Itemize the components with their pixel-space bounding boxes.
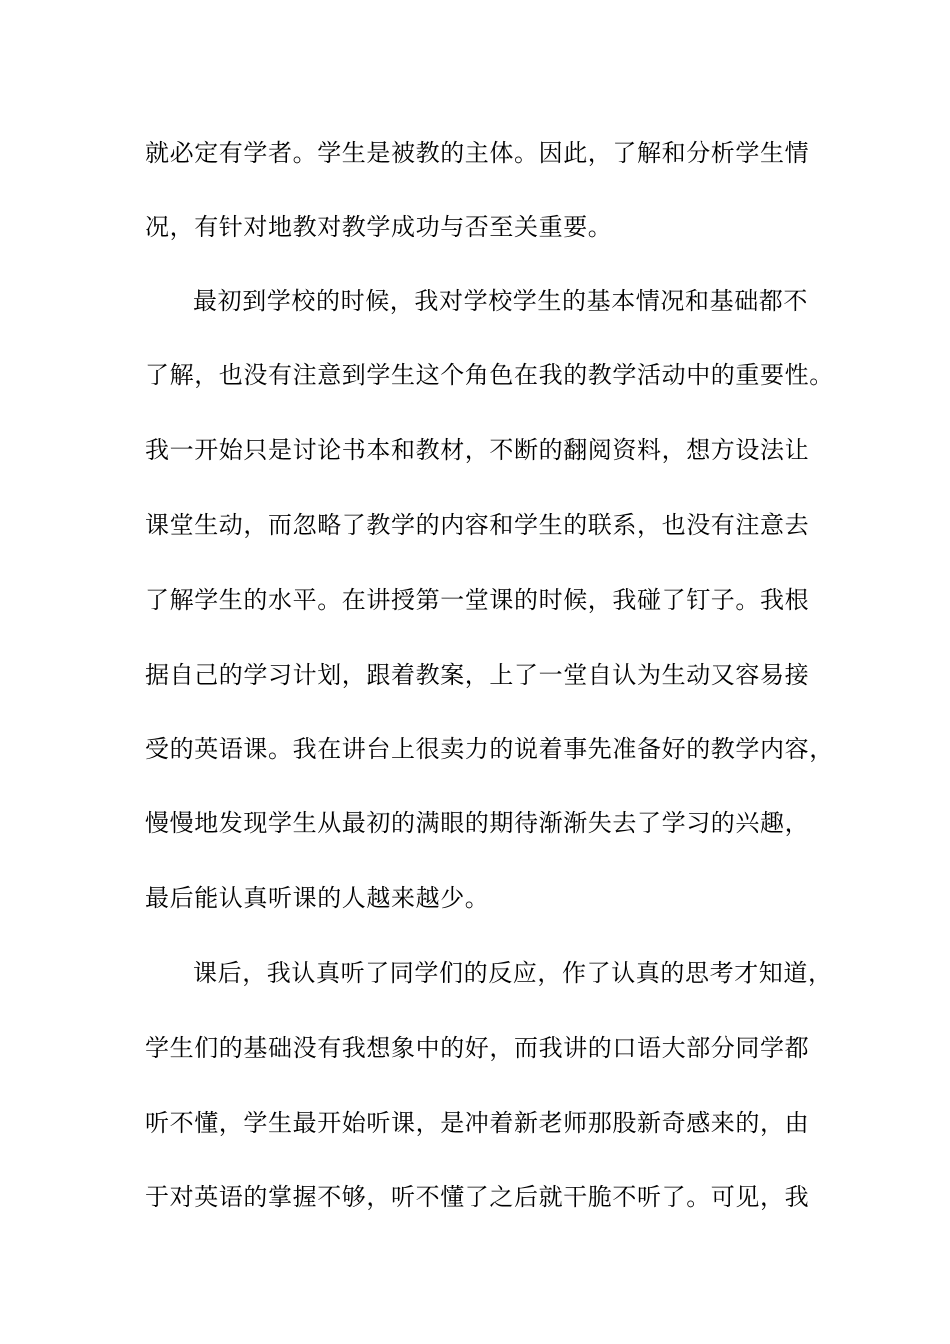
text-line: 于对英语的掌握不够，听不懂了之后就干脆不听了。可见，我 (145, 1183, 810, 1211)
text-line: 课堂生动，而忽略了教学的内容和学生的联系，也没有注意去 (145, 511, 810, 539)
paragraph-first-line: 课后，我认真听了同学们的反应，作了认真的思考才知道， (193, 959, 833, 987)
text-line: 了解学生的水平。在讲授第一堂课的时候，我碰了钉子。我根 (145, 586, 810, 614)
text-line: 就必定有学者。学生是被教的主体。因此，了解和分析学生情 (145, 139, 810, 167)
text-line: 慢慢地发现学生从最初的满眼的期待渐渐失去了学习的兴趣， (145, 809, 810, 837)
text-line: 学生们的基础没有我想象中的好，而我讲的口语大部分同学都 (145, 1034, 810, 1062)
text-line: 我一开始只是讨论书本和教材，不断的翻阅资料，想方设法让 (145, 436, 810, 464)
text-line: 了解，也没有注意到学生这个角色在我的教学活动中的重要性。 (145, 361, 834, 389)
text-line: 受的英语课。我在讲台上很卖力的说着事先准备好的教学内容， (145, 735, 834, 763)
text-line: 况，有针对地教对教学成功与否至关重要。 (145, 213, 613, 241)
text-line: 最后能认真听课的人越来越少。 (145, 884, 490, 912)
paragraph-first-line: 最初到学校的时候，我对学校学生的基本情况和基础都不 (193, 287, 808, 315)
text-line: 据自己的学习计划，跟着教案，上了一堂自认为生动又容易接 (145, 661, 810, 689)
text-line: 听不懂，学生最开始听课，是冲着新老师那股新奇感来的，由 (145, 1109, 810, 1137)
